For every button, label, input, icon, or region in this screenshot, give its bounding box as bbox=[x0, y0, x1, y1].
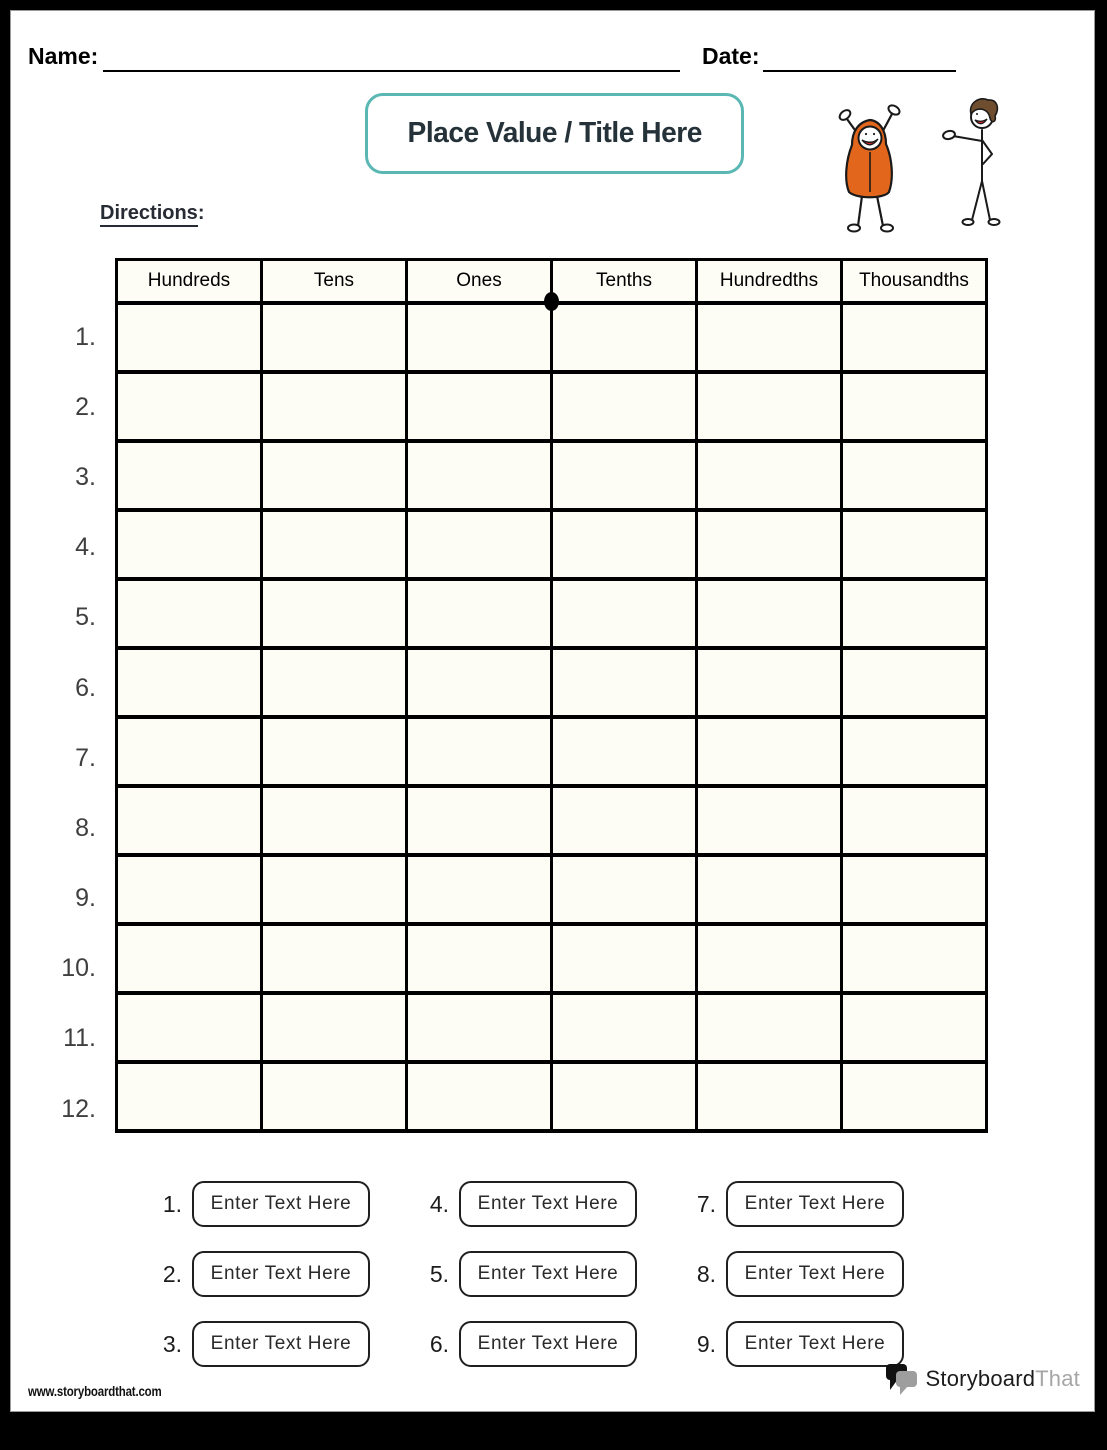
answer-number: 8. bbox=[696, 1260, 716, 1287]
table-cell[interactable] bbox=[262, 303, 407, 372]
table-row bbox=[117, 648, 987, 717]
table-cell[interactable] bbox=[552, 441, 697, 510]
characters-illustration bbox=[825, 96, 1030, 238]
table-cell[interactable] bbox=[117, 924, 262, 993]
table-cell[interactable] bbox=[262, 372, 407, 441]
row-number: 5. bbox=[75, 603, 96, 632]
date-input-line[interactable] bbox=[763, 44, 956, 72]
answer-number: 3. bbox=[162, 1330, 182, 1357]
table-cell[interactable] bbox=[552, 786, 697, 855]
answer-item bbox=[682, 1181, 904, 1227]
storyboardthat-logo bbox=[884, 1362, 1080, 1396]
table-cell[interactable] bbox=[842, 648, 987, 717]
table-cell[interactable] bbox=[407, 786, 552, 855]
logo-text-secondary: That bbox=[1035, 1366, 1080, 1391]
row-number: 4. bbox=[75, 533, 96, 562]
table-cell[interactable] bbox=[117, 1062, 262, 1131]
answer-number: 6. bbox=[429, 1330, 449, 1357]
row-number: 6. bbox=[75, 673, 96, 702]
answer-number: 4. bbox=[429, 1190, 449, 1217]
column-header-tenths: Tenths bbox=[552, 260, 697, 304]
row-number: 12. bbox=[61, 1094, 96, 1123]
directions-word: Directions bbox=[100, 202, 198, 227]
directions-colon: : bbox=[197, 202, 205, 224]
directions-label bbox=[100, 202, 204, 225]
answer-item bbox=[415, 1321, 637, 1367]
enter-text-button[interactable]: Enter Text Here bbox=[459, 1251, 637, 1297]
answer-number: 7. bbox=[696, 1190, 716, 1217]
table-cell[interactable] bbox=[117, 855, 262, 924]
row-number: 2. bbox=[75, 392, 96, 421]
table-cell[interactable] bbox=[262, 510, 407, 579]
row-number: 10. bbox=[61, 954, 96, 983]
answers-column-2 bbox=[415, 1181, 637, 1367]
enter-text-button[interactable]: Enter Text Here bbox=[726, 1251, 904, 1297]
table-cell[interactable] bbox=[407, 579, 552, 648]
answer-number: 2. bbox=[162, 1260, 182, 1287]
decimal-point-dot bbox=[544, 292, 559, 311]
table-cell[interactable] bbox=[842, 579, 987, 648]
table-row bbox=[117, 924, 987, 993]
table-cell[interactable] bbox=[842, 303, 987, 372]
row-number: 9. bbox=[75, 884, 96, 913]
stick-figures-illustration bbox=[825, 96, 1030, 238]
enter-text-button[interactable]: Enter Text Here bbox=[192, 1251, 370, 1297]
table-cell[interactable] bbox=[552, 579, 697, 648]
table-cell[interactable] bbox=[697, 579, 842, 648]
table-cell[interactable] bbox=[117, 786, 262, 855]
row-number: 3. bbox=[75, 462, 96, 491]
table-cell[interactable] bbox=[262, 786, 407, 855]
table-cell[interactable] bbox=[552, 1062, 697, 1131]
title-box[interactable] bbox=[365, 93, 744, 174]
table-cell[interactable] bbox=[552, 855, 697, 924]
place-value-table-wrap bbox=[115, 258, 988, 1133]
table-cell[interactable] bbox=[117, 372, 262, 441]
place-value-table bbox=[115, 258, 988, 1133]
table-cell[interactable] bbox=[407, 648, 552, 717]
enter-text-button[interactable]: Enter Text Here bbox=[459, 1181, 637, 1227]
table-cell[interactable] bbox=[842, 441, 987, 510]
table-row bbox=[117, 441, 987, 510]
table-cell[interactable] bbox=[407, 510, 552, 579]
table-cell[interactable] bbox=[407, 993, 552, 1062]
table-row bbox=[117, 717, 987, 786]
table-cell[interactable] bbox=[262, 648, 407, 717]
table-cell[interactable] bbox=[407, 924, 552, 993]
table-cell[interactable] bbox=[552, 303, 697, 372]
page-title: Place Value / Title Here bbox=[407, 117, 702, 149]
table-cell[interactable] bbox=[552, 717, 697, 786]
table-row bbox=[117, 786, 987, 855]
answer-item bbox=[682, 1251, 904, 1297]
table-cell[interactable] bbox=[552, 372, 697, 441]
table-cell[interactable] bbox=[842, 786, 987, 855]
table-cell[interactable] bbox=[697, 786, 842, 855]
table-cell[interactable] bbox=[262, 1062, 407, 1131]
table-cell[interactable] bbox=[552, 924, 697, 993]
enter-text-button[interactable]: Enter Text Here bbox=[192, 1181, 370, 1227]
table-cell[interactable] bbox=[842, 1062, 987, 1131]
name-label: Name: bbox=[28, 43, 99, 69]
logo-text-primary: Storyboard bbox=[925, 1366, 1036, 1391]
table-cell[interactable] bbox=[117, 717, 262, 786]
answer-item bbox=[148, 1321, 370, 1367]
row-number: 1. bbox=[75, 322, 96, 351]
answer-item bbox=[148, 1251, 370, 1297]
table-cell[interactable] bbox=[407, 855, 552, 924]
name-input-line[interactable] bbox=[103, 44, 680, 72]
answer-item bbox=[148, 1181, 370, 1227]
table-cell[interactable] bbox=[262, 855, 407, 924]
table-cell[interactable] bbox=[697, 510, 842, 579]
logo-text bbox=[926, 1366, 1080, 1392]
table-cell[interactable] bbox=[842, 372, 987, 441]
table-row bbox=[117, 303, 987, 372]
table-cell[interactable] bbox=[407, 717, 552, 786]
answers-column-3 bbox=[682, 1181, 904, 1367]
table-row-numbers bbox=[28, 302, 96, 1144]
answers-section bbox=[148, 1181, 904, 1367]
table-cell[interactable] bbox=[697, 303, 842, 372]
table-cell[interactable] bbox=[697, 648, 842, 717]
answer-item bbox=[415, 1181, 637, 1227]
table-cell[interactable] bbox=[117, 993, 262, 1062]
table-cell[interactable] bbox=[407, 441, 552, 510]
table-cell[interactable] bbox=[262, 579, 407, 648]
table-cell[interactable] bbox=[842, 993, 987, 1062]
worksheet-page bbox=[10, 10, 1095, 1412]
enter-text-button[interactable]: Enter Text Here bbox=[726, 1181, 904, 1227]
answer-item bbox=[415, 1251, 637, 1297]
table-cell[interactable] bbox=[117, 648, 262, 717]
table-cell[interactable] bbox=[842, 510, 987, 579]
table-cell[interactable] bbox=[842, 717, 987, 786]
table-cell[interactable] bbox=[262, 924, 407, 993]
table-cell[interactable] bbox=[407, 372, 552, 441]
table-cell[interactable] bbox=[697, 993, 842, 1062]
table-cell[interactable] bbox=[842, 924, 987, 993]
table-row bbox=[117, 372, 987, 441]
row-number: 7. bbox=[75, 743, 96, 772]
answers-column-1 bbox=[148, 1181, 370, 1367]
table-cell[interactable] bbox=[552, 993, 697, 1062]
column-header-tens: Tens bbox=[262, 260, 407, 304]
column-header-thousandths: Thousandths bbox=[842, 260, 987, 304]
table-cell[interactable] bbox=[842, 855, 987, 924]
table-cell[interactable] bbox=[262, 993, 407, 1062]
column-header-ones: Ones bbox=[407, 260, 552, 304]
answer-number: 5. bbox=[429, 1260, 449, 1287]
table-row bbox=[117, 579, 987, 648]
row-number: 11. bbox=[63, 1024, 96, 1053]
enter-text-button[interactable]: Enter Text Here bbox=[192, 1321, 370, 1367]
table-cell[interactable] bbox=[262, 717, 407, 786]
answer-number: 1. bbox=[162, 1190, 182, 1217]
table-cell[interactable] bbox=[117, 510, 262, 579]
table-cell[interactable] bbox=[407, 1062, 552, 1131]
table-cell[interactable] bbox=[552, 510, 697, 579]
table-row bbox=[117, 855, 987, 924]
enter-text-button[interactable]: Enter Text Here bbox=[459, 1321, 637, 1367]
answer-number: 9. bbox=[696, 1330, 716, 1357]
table-row bbox=[117, 510, 987, 579]
answer-item bbox=[682, 1321, 904, 1367]
table-cell[interactable] bbox=[697, 1062, 842, 1131]
table-cell[interactable] bbox=[697, 717, 842, 786]
table-cell[interactable] bbox=[117, 303, 262, 372]
table-cell[interactable] bbox=[117, 579, 262, 648]
date-label: Date: bbox=[702, 43, 760, 69]
table-cell[interactable] bbox=[552, 648, 697, 717]
column-header-hundreds: Hundreds bbox=[117, 260, 262, 304]
enter-text-button[interactable]: Enter Text Here bbox=[726, 1321, 904, 1367]
table-cell[interactable] bbox=[117, 441, 262, 510]
speech-bubbles-icon bbox=[884, 1362, 920, 1396]
table-cell[interactable] bbox=[697, 372, 842, 441]
column-header-hundredths: Hundredths bbox=[697, 260, 842, 304]
row-number: 8. bbox=[75, 813, 96, 842]
table-cell[interactable] bbox=[262, 441, 407, 510]
table-cell[interactable] bbox=[697, 855, 842, 924]
table-cell[interactable] bbox=[697, 924, 842, 993]
table-cell[interactable] bbox=[407, 303, 552, 372]
table-row bbox=[117, 1062, 987, 1131]
website-url: www.storyboardthat.com bbox=[28, 1384, 162, 1399]
table-row bbox=[117, 993, 987, 1062]
table-cell[interactable] bbox=[697, 441, 842, 510]
